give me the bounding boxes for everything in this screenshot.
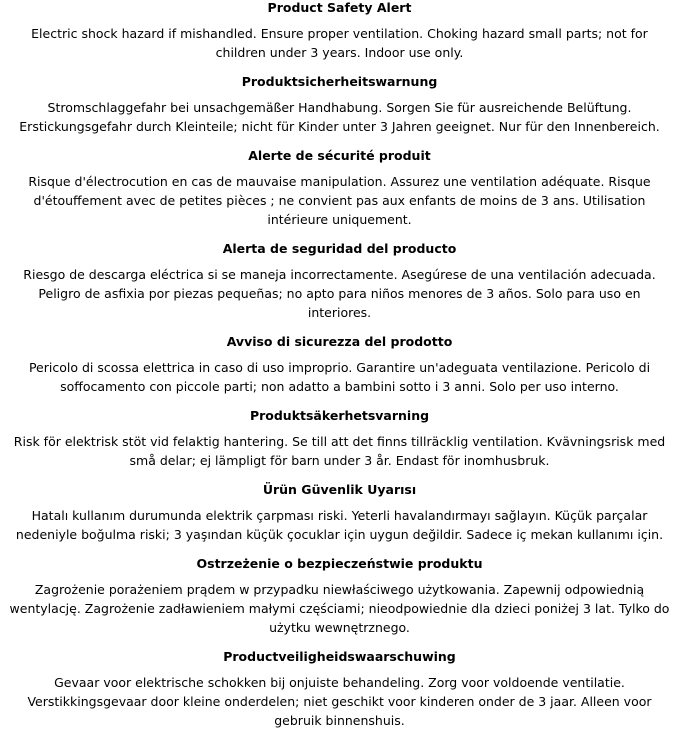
safety-section-es	[6, 241, 673, 334]
section-paragraph: Pericolo di scossa elettrica in caso di uso improprio. Garantire un'adeguata ventilazione. Pericolo di soffocamento con piccole parti; non adatto a bambini sotto i 3 anni. Solo per uso interno.	[28, 360, 651, 394]
section-heading: Productveiligheidswaarschuwing	[223, 649, 456, 664]
section-heading: Product Safety Alert	[267, 0, 412, 15]
section-paragraph: Zagrożenie porażeniem prądem w przypadku niewłaściwego użytkowania. Zapewnij odpowiednią wentylację. Zagrożenie zadławieniem małymi częściami; nieodpowiednie dla dzieci poniżej 3 lat. Tylko do użytku wewnętrznego.	[9, 582, 670, 635]
safety-section-it	[6, 334, 673, 408]
safety-section-nl	[6, 649, 673, 742]
safety-section-pl	[6, 556, 673, 649]
section-heading: Produktsäkerhetsvarning	[249, 408, 430, 423]
section-heading: Alerte de sécurité produit	[248, 148, 431, 163]
section-paragraph: Electric shock hazard if mishandled. Ensure proper ventilation. Choking hazard small parts; not for children under 3 years. Indoor use only.	[31, 26, 648, 60]
section-heading: Alerta de seguridad del producto	[222, 241, 457, 256]
section-heading: Ürün Güvenlik Uyarısı	[262, 482, 417, 497]
section-paragraph: Stromschlaggefahr bei unsachgemäßer Handhabung. Sorgen Sie für ausreichende Belüftung. Erstickungsgefahr durch Kleinteile; nicht für Kinder unter 3 Jahren geeignet. Nur für den Innenbereich.	[19, 100, 660, 134]
safety-section-tr	[6, 482, 673, 556]
safety-section-fr	[6, 148, 673, 241]
section-paragraph: Hatalı kullanım durumunda elektrik çarpması riski. Yeterli havalandırmayı sağlayın. Küçük parçalar nedeniyle boğulma riski; 3 yaşından küçük çocuklar için uygun değildir. Sadece iç mekan kullanımı için.	[15, 508, 664, 542]
section-paragraph: Gevaar voor elektrische schokken bij onjuiste behandeling. Zorg voor voldoende ventilatie. Verstikkingsgevaar door kleine onderdelen; niet geschikt voor kinderen onder de 3 jaar. Alleen voor gebruik binnenshuis.	[27, 675, 652, 728]
section-paragraph: Riesgo de descarga eléctrica si se maneja incorrectamente. Asegúrese de una ventilación adecuada. Peligro de asfixia por piezas pequeñas; no apto para niños menores de 3 años. Solo para uso en interiores.	[23, 267, 656, 320]
safety-section-en	[6, 0, 673, 74]
safety-section-sv	[6, 408, 673, 482]
section-heading: Avviso di sicurezza del prodotto	[226, 334, 453, 349]
safety-section-de	[6, 74, 673, 148]
section-paragraph: Risque d'électrocution en cas de mauvaise manipulation. Assurez une ventilation adéquate. Risque d'étouffement avec de petites pièces ; ne convient pas aux enfants de moins de 3 ans. Utilisation intérieure uniquement.	[28, 174, 651, 227]
section-heading: Produktsicherheitswarnung	[241, 74, 438, 89]
section-heading: Ostrzeżenie o bezpieczeństwie produktu	[196, 556, 483, 571]
section-paragraph: Risk för elektrisk stöt vid felaktig hantering. Se till att det finns tillräcklig ventilation. Kvävningsrisk med små delar; ej lämpligt för barn under 3 år. Endast för inomhusbruk.	[13, 434, 666, 468]
